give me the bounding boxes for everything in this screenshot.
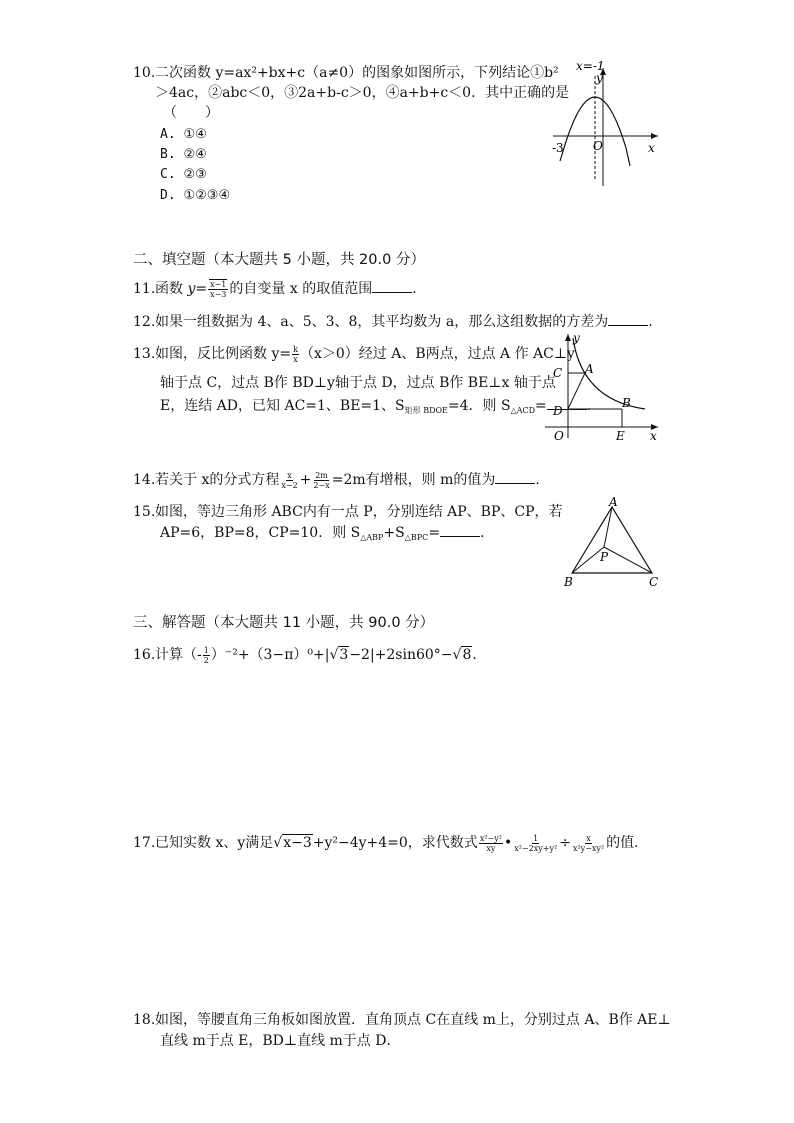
q16-text-2: ）⁻²+（3−π）⁰+| (210, 647, 330, 663)
q17-fraction-2 (513, 834, 558, 853)
q14-f1-den: x−2 (281, 480, 298, 490)
q17-f1-num: x²−y² (479, 833, 502, 843)
label-b: B (564, 575, 573, 589)
label-a: A (609, 495, 618, 509)
q15-plus: +S (383, 525, 405, 541)
answer-blank[interactable] (495, 471, 535, 484)
q14-f2-den: 2−x (313, 480, 330, 490)
label-axis: x=-1 (576, 59, 605, 73)
label-b: B (622, 396, 631, 410)
q14-pre: 若关于 x的分式方程 (155, 472, 280, 488)
q11 (133, 279, 417, 299)
q13-text-3b: =4．则 S (447, 398, 511, 414)
q10-parabola-figure (548, 56, 663, 191)
q15-line1 (133, 502, 563, 522)
q15-end: . (480, 525, 485, 541)
q14-fraction-1 (280, 471, 298, 490)
q13-kx: x (293, 354, 298, 364)
q14-f2-num: 2m (315, 470, 328, 480)
q12-text: 如果一组数据为 4、a、5、3、8，其平均数为 a，那么这组数据的方差为 (155, 314, 609, 330)
label-o: O (554, 429, 564, 443)
q17-dot: • (503, 835, 513, 851)
q17-sqrt: x−3 (283, 835, 312, 851)
label-y: y (596, 71, 603, 85)
q17-fraction-3 (572, 834, 605, 853)
answer-blank[interactable] (608, 313, 648, 326)
q17-fraction-1 (479, 834, 503, 853)
label-origin: O (593, 139, 603, 153)
q18-line2: 直线 m于点 E，BD⊥直线 m于点 D． (160, 1033, 401, 1049)
q15-text-2a: AP=6，BP=8，CP=10．则 S (160, 525, 361, 541)
q10-line2: ＞4ac，②abc＜0，③2a+b-c＞0，④a+b+c＜0．其中正确的是 (155, 85, 570, 101)
q14-f1-num: x (287, 470, 292, 480)
x-arrow (651, 133, 658, 139)
section-2-title: 二、填空题（本大题共 5 小题，共 20.0 分） (133, 252, 425, 268)
q16: 16.计算（- $\frac{1}{2}$ ）⁻²+（3−π）⁰+|√3−2|+2sin60°−√8. (133, 645, 477, 665)
q17: 17.已知实数 x、y满足√x−3+y²−4y+4=0，求代数式 $\frac{\text{x²−y²}}{xy}$ • $\frac{1}{\text{x²−2xy+y²}}$ ÷ $\frac{x}{\text{x²y−xy²}}$ 的值． (133, 833, 649, 853)
q17-div: ÷ (559, 835, 571, 851)
label-d: D (553, 404, 563, 418)
label-a: A (585, 362, 594, 376)
label-c: C (649, 575, 659, 589)
q15-triangle-figure (560, 495, 665, 590)
q14-post: =2m有增根，则 m的值为 (331, 472, 496, 488)
q14-end: . (535, 472, 540, 488)
q11-num: x−1 (210, 279, 227, 289)
question-number: 16. (133, 647, 156, 663)
q14-fraction-2 (312, 471, 330, 490)
q11-pre: 函数 (155, 281, 183, 297)
q10-paren: （ ） (163, 105, 219, 121)
q12 (133, 312, 653, 332)
label-tick: -3 (552, 141, 564, 155)
q17-f3-num: x (586, 833, 591, 843)
q12-end: . (648, 314, 653, 330)
q16-den: 2 (203, 655, 209, 665)
q11-post: 的自变量 x 的取值范围 (229, 281, 373, 297)
question-number: 12. (133, 314, 156, 330)
label-c: C (553, 366, 563, 380)
question-number: 14. (133, 472, 156, 488)
label-p: P (600, 550, 609, 564)
question-number: 11. (133, 281, 156, 297)
q13-line2: 轴于点 C，过点 B作 BD⊥y轴于点 D，过点 B作 BE⊥x 轴于点 (160, 375, 556, 391)
q18-line1 (133, 1010, 671, 1030)
q11-fraction (208, 280, 228, 299)
q13-hyperbola-figure (540, 330, 665, 445)
q17-text-2: +y²−4y+4=0，求代数式 (312, 835, 478, 851)
q15-sub2: △BPC (404, 533, 429, 542)
q13-k: k (293, 344, 298, 354)
q11-y: y= (187, 281, 208, 297)
answer-blank[interactable] (440, 524, 480, 537)
q15-line2 (160, 523, 485, 548)
q16-text-3: −2|+2sin60°− (349, 647, 453, 663)
q17-f2-num: 1 (533, 833, 539, 843)
q17-f1-den: xy (486, 843, 496, 853)
label-x: x (650, 429, 657, 443)
q10-option-d: D. ①②③④ (160, 188, 231, 203)
q10-text-1: 二次函数 y=ax²+bx+c（a≠0）的图象如图所示，下列结论①b² (155, 65, 559, 81)
label-e: E (616, 429, 625, 443)
q17-text-1: 已知实数 x、y满足 (155, 835, 274, 851)
q13-fraction (292, 345, 299, 364)
q13-line3 (160, 396, 591, 421)
question-number: 13. (133, 346, 156, 362)
label-x: x (648, 141, 655, 155)
segment-ad (568, 373, 585, 409)
question-number: 10. (133, 65, 156, 81)
q13-text-3a: E，连结 AD，已知 AC=1、BE=1、S (160, 398, 405, 414)
label-y: y (573, 331, 580, 345)
q17-f2-den: x²−2xy+y² (514, 843, 558, 853)
q11-den: x−3 (210, 289, 227, 299)
q16-text-1: 计算（- (155, 647, 202, 663)
q10-option-c: C. ②③ (160, 167, 207, 182)
answer-blank[interactable] (372, 280, 412, 293)
question-number: 15. (133, 504, 156, 520)
section-3-title: 三、解答题（本大题共 11 小题，共 90.0 分） (133, 615, 435, 631)
q14 (133, 470, 540, 490)
question-number: 17. (133, 835, 156, 851)
q14-plus: + (299, 472, 312, 488)
q18-text-1: 如图，等腰直角三角板如图放置．直角顶点 C在直线 m上，分别过点 A、B作 AE⊥ (155, 1012, 671, 1028)
q16-sqrt-1: 3 (339, 647, 349, 663)
question-number: 18. (133, 1012, 156, 1028)
q13-sub2: △ACD (510, 406, 536, 415)
q13-end: . (586, 398, 592, 414)
q13-text-1a: 如图，反比例函数 y= (155, 346, 292, 362)
q10-option-a: A. ①④ (160, 127, 207, 142)
y-arrow (565, 334, 571, 341)
q16-num: 1 (203, 645, 209, 655)
q15-sub1: △ABP (360, 533, 384, 542)
q10-line1 (133, 63, 559, 83)
parabola-tail (626, 148, 630, 166)
q16-fraction (203, 646, 210, 665)
q13-text-1b: （x＞0）经过 A、B两点，过点 A 作 AC⊥y (299, 346, 575, 362)
q16-sqrt-2: 8 (462, 647, 472, 663)
q16-end: . (472, 647, 477, 663)
q13-sub1: 矩形 BDOE (404, 406, 448, 415)
q10-option-b: B. ②④ (160, 147, 207, 162)
q17-f3-den: x²y−xy² (572, 843, 605, 853)
q11-end: . (412, 281, 417, 297)
q13-line1 (133, 344, 575, 364)
q13-text-3c: = (535, 398, 547, 414)
q15-text-1: 如图，等边三角形 ABC内有一点 P，分别连结 AP、BP、CP，若 (155, 504, 563, 520)
q17-text-3: 的值． (606, 835, 649, 851)
q15-text-2b: = (428, 525, 441, 541)
